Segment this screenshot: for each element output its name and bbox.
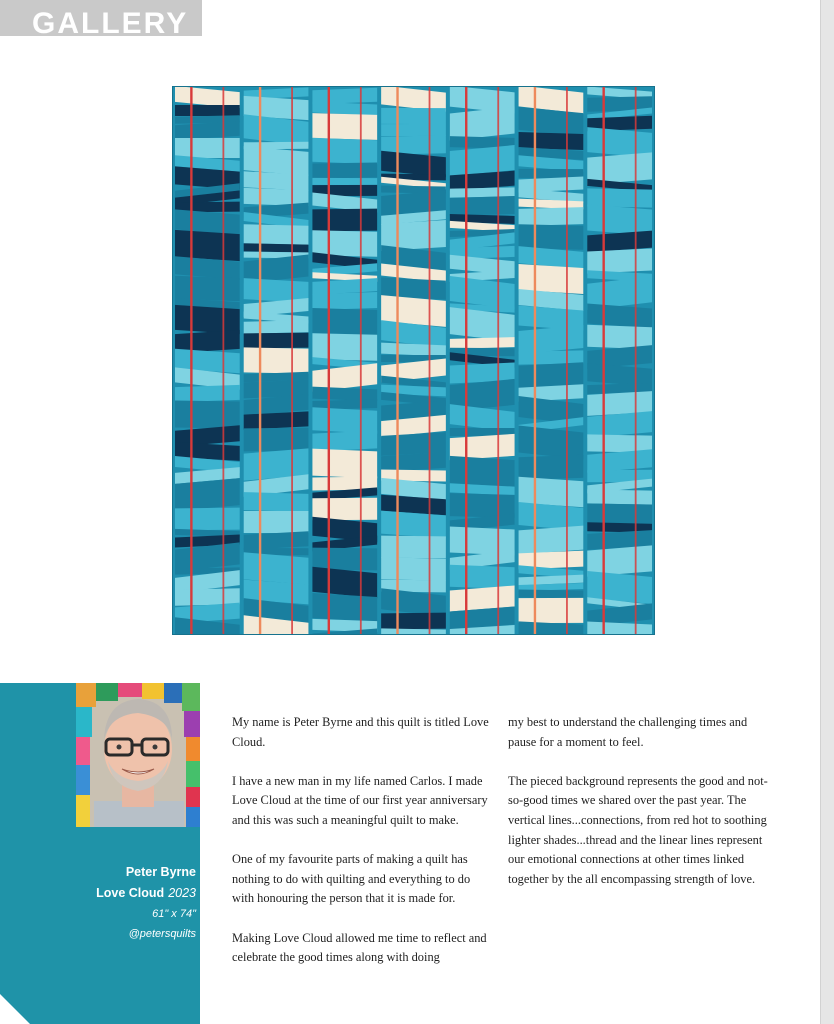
quilt-strip <box>450 337 515 349</box>
quilt-strip <box>312 113 377 140</box>
quilt-strip <box>244 552 309 585</box>
quilt-strip <box>381 108 446 124</box>
section-label: GALLERY <box>32 7 189 36</box>
quilt-strip <box>175 478 240 511</box>
quilt-strip <box>312 138 377 164</box>
quilt-strip <box>519 589 584 598</box>
quilt-year: 2023 <box>168 886 196 900</box>
quilt-vertical-line <box>328 87 330 634</box>
quilt-strip <box>175 508 240 531</box>
quilt-strip <box>587 325 652 349</box>
quilt-dimensions: 61" x 74" <box>152 908 196 920</box>
quilt-strip <box>381 432 446 456</box>
quilt-strip <box>312 178 377 185</box>
quilt-strip <box>450 196 515 216</box>
quilt-strip <box>244 428 309 452</box>
quilt-strip <box>312 209 377 232</box>
quilt-strip <box>175 305 240 334</box>
quilt-strip <box>519 598 584 623</box>
quilt-strip <box>450 187 515 197</box>
quilt-strip <box>519 224 584 250</box>
quilt-strip <box>312 593 377 622</box>
artist-name: Peter Byrne <box>125 865 196 879</box>
artist-info <box>96 862 196 944</box>
quilt-strip <box>244 333 309 349</box>
quilt-vertical-line <box>429 87 431 634</box>
quilt-strip <box>519 455 584 481</box>
artist-handle: @petersquilts <box>128 928 196 940</box>
quilt-strip <box>244 511 309 533</box>
quilt-strip <box>519 132 584 150</box>
article-paragraph: my best to understand the challenging times and pause for a moment to feel. <box>508 715 748 749</box>
quilt-strip <box>312 407 377 434</box>
quilt-strip <box>244 320 309 334</box>
quilt-strip <box>587 188 652 207</box>
quilt-strip <box>587 248 652 273</box>
quilt-strip <box>450 456 515 487</box>
quilt-strip <box>587 504 652 524</box>
quilt-strip <box>519 264 584 294</box>
quilt-strip <box>175 401 240 429</box>
quilt-strip <box>244 224 309 245</box>
quilt-photo <box>172 86 655 635</box>
quilt-strip <box>175 138 240 158</box>
quilt-strip <box>312 308 377 335</box>
quilt-strip <box>175 230 240 261</box>
artist-portrait <box>76 683 200 827</box>
quilt-vertical-line <box>534 87 536 634</box>
quilt-strip <box>381 511 446 539</box>
quilt-vertical-line <box>602 87 604 634</box>
quilt-vertical-line <box>291 87 293 634</box>
article-paragraph: I have a new man in my life named Carlos. I made Love Cloud at the time of our first year anniversary and this was such a meaningful quilt to make. <box>232 773 488 827</box>
quilt-strip <box>519 350 584 364</box>
page-edge <box>820 0 834 1024</box>
quilt-strip <box>244 492 309 512</box>
quilt-strip <box>587 489 652 504</box>
article-paragraph: Making Love Cloud allowed me time to reflect and celebrate the good times along with doing <box>232 930 487 965</box>
quilt-strip <box>381 124 446 136</box>
quilt-strip <box>312 498 377 520</box>
quilt-strip <box>175 385 240 402</box>
quilt-vertical-line <box>396 87 398 634</box>
quilt-strip <box>519 526 584 555</box>
quilt-strip <box>244 243 309 252</box>
quilt-strip <box>450 493 515 518</box>
quilt-vertical-line <box>360 87 362 634</box>
section-tab <box>0 0 202 36</box>
quilt-vertical-line <box>259 87 261 634</box>
quilt-strip <box>244 347 309 373</box>
quilt-strip <box>312 449 377 479</box>
quilt-strip <box>312 333 377 360</box>
article-column-2 <box>508 713 770 909</box>
quilt-strip <box>381 613 446 630</box>
article-column-1 <box>232 713 494 987</box>
quilt-strip <box>381 536 446 559</box>
quilt-strip <box>450 565 515 589</box>
sidebar-corner-cut <box>0 994 30 1024</box>
quilt-strip <box>519 362 584 388</box>
quilt-strip <box>587 434 652 452</box>
quilt-title-line <box>96 883 196 904</box>
quilt-strip <box>312 88 377 105</box>
portrait-person <box>94 699 184 827</box>
quilt-strip <box>312 430 377 451</box>
quilt-vertical-line <box>635 87 637 634</box>
quilt-strip <box>587 152 652 184</box>
quilt-title: Love Cloud <box>96 886 165 900</box>
quilt-vertical-line <box>222 87 224 634</box>
quilt-strip <box>175 105 240 116</box>
quilt-vertical-line <box>566 87 568 634</box>
quilt-artwork <box>173 87 654 634</box>
article-paragraph: My name is Peter Byrne and this quilt is titled Love Cloud. <box>232 715 489 749</box>
quilt-strip <box>519 477 584 508</box>
quilt-strip <box>519 169 584 178</box>
quilt-vertical-line <box>190 87 192 634</box>
quilt-strip <box>587 204 652 235</box>
quilt-vertical-line <box>465 87 467 634</box>
quilt-strip <box>175 276 240 301</box>
quilt-strip <box>450 527 515 556</box>
quilt-vertical-line <box>497 87 499 634</box>
quilt-strip <box>312 230 377 257</box>
article-paragraph: The pieced background represents the good and not-so-good times we shared over the past year. The vertical lines...connections, from red hot to soothing lighter shades...thread and the linear lines represent our emotional connections at other times linked together by the all encompassing strength of love. <box>508 773 768 886</box>
quilt-strip <box>312 548 377 571</box>
quilt-strip <box>312 162 377 178</box>
quilt-strip <box>312 292 377 310</box>
quilt-strip <box>450 434 515 460</box>
quilt-strip <box>381 557 446 581</box>
quilt-strip <box>175 588 240 605</box>
quilt-strip <box>519 207 584 226</box>
article-paragraph: One of my favourite parts of making a quilt has nothing to do with quilting and everything to do with honouring the person that it is made for. <box>232 852 471 906</box>
portrait-image <box>76 683 200 827</box>
